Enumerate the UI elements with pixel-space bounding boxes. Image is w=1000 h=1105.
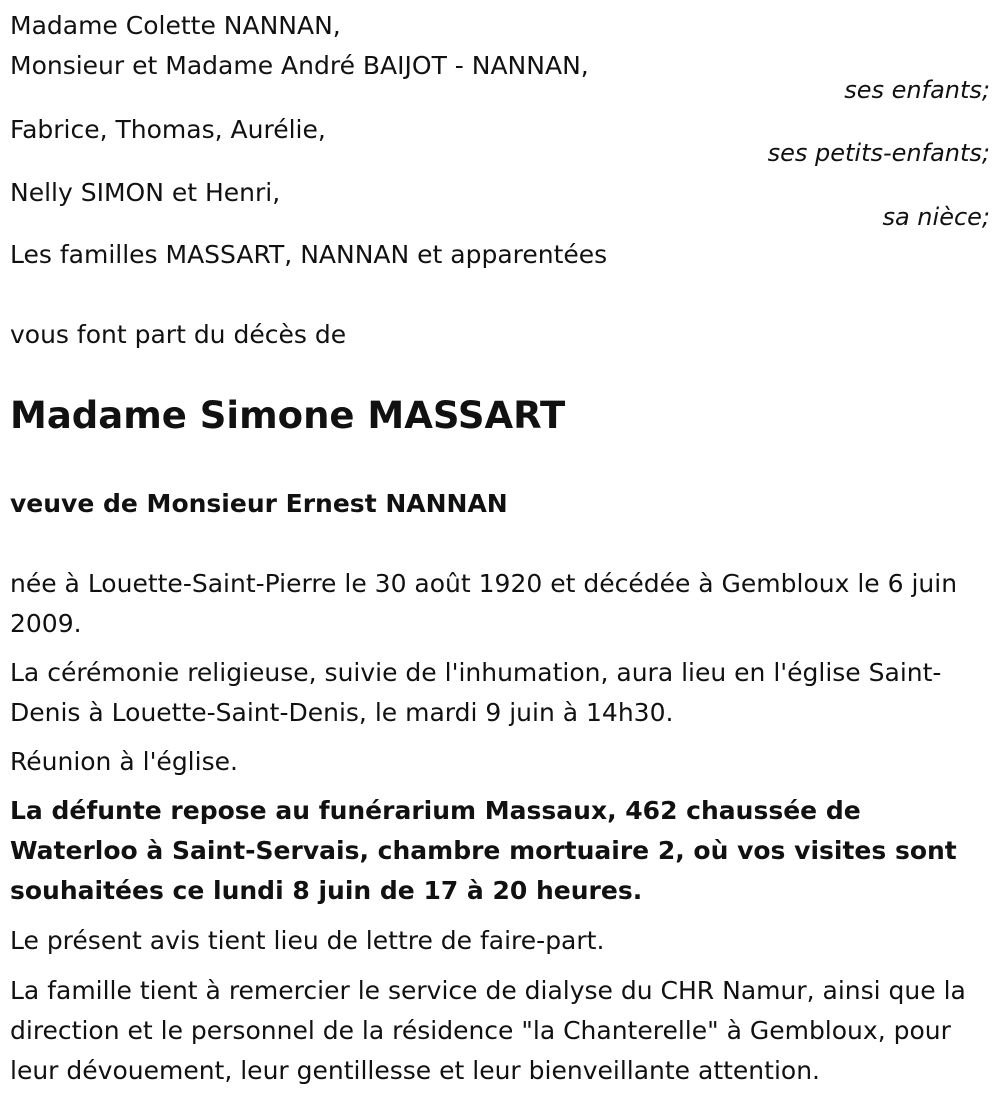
visits-paragraph: La défunte repose au funérarium Massaux, 462 chaussée de Waterloo à Saint-Servais, chambre mortuaire 2, où vos visites sont souhaitées ce lundi 8 juin de 17 à 20 heures.	[10, 796, 957, 905]
birth-death-paragraph: née à Louette-Saint-Pierre le 30 août 1920 et décédée à Gembloux le 6 juin 2009.	[10, 569, 958, 638]
ceremony-paragraph: La cérémonie religieuse, suivie de l'inhumation, aura lieu en l'église Saint-Denis à Louette-Saint-Denis, le mardi 9 juin à 14h30.	[10, 658, 942, 727]
role-grandchildren: ses petits-enfants;	[767, 139, 990, 167]
family-line-5: Les familles MASSART, NANNAN et apparentées	[10, 240, 608, 269]
role-children: ses enfants;	[844, 76, 990, 104]
family-line-1: Madame Colette NANNAN,	[10, 11, 341, 40]
role-niece: sa nièce;	[882, 203, 990, 231]
family-line-3: Fabrice, Thomas, Aurélie,	[10, 115, 326, 144]
notice-paragraph: Le présent avis tient lieu de lettre de faire-part.	[10, 926, 605, 955]
announcement-intro: vous font part du décès de	[10, 320, 347, 349]
thanks-paragraph: La famille tient à remercier le service de dialyse du CHR Namur, ainsi que la direction et le personnel de la résidence "la Chanterelle" à Gembloux, pour leur dévouement, leur gentillesse et leur bienveillante attention.	[10, 976, 966, 1085]
deceased-name: Madame Simone MASSART	[10, 394, 566, 437]
reunion-paragraph: Réunion à l'église.	[10, 747, 238, 776]
family-line-2: Monsieur et Madame André BAIJOT - NANNAN,	[10, 51, 589, 80]
family-line-4: Nelly SIMON et Henri,	[10, 178, 281, 207]
widow-of: veuve de Monsieur Ernest NANNAN	[10, 489, 508, 518]
